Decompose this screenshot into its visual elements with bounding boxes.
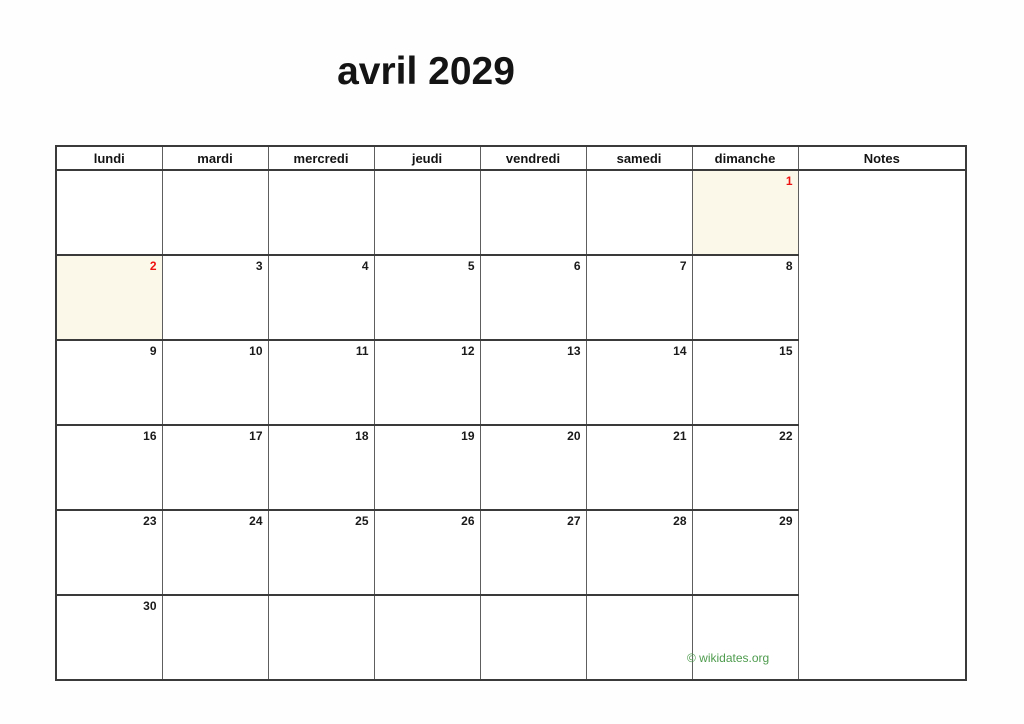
day-cell: 8 <box>692 255 798 340</box>
day-cell <box>480 595 586 680</box>
weekday-header-row <box>56 146 966 170</box>
weekday-header-lundi: lundi <box>56 146 162 170</box>
day-cell: 22 <box>692 425 798 510</box>
page-title: avril 2029 <box>337 50 515 93</box>
day-cell: 15 <box>692 340 798 425</box>
day-cell: 16 <box>56 425 162 510</box>
day-cell: 3 <box>162 255 268 340</box>
day-cell <box>586 595 692 680</box>
day-cell: 10 <box>162 340 268 425</box>
day-cell <box>374 595 480 680</box>
day-cell: 7 <box>586 255 692 340</box>
day-cell <box>268 595 374 680</box>
day-cell <box>56 170 162 255</box>
day-cell <box>162 170 268 255</box>
day-cell: 6 <box>480 255 586 340</box>
day-cell <box>162 595 268 680</box>
day-cell: 24 <box>162 510 268 595</box>
day-cell: 25 <box>268 510 374 595</box>
notes-header: Notes <box>798 146 966 170</box>
weekday-header-samedi: samedi <box>586 146 692 170</box>
day-cell <box>268 170 374 255</box>
day-cell: 27 <box>480 510 586 595</box>
weekday-header-jeudi: jeudi <box>374 146 480 170</box>
day-cell: 29 <box>692 510 798 595</box>
day-cell: 19 <box>374 425 480 510</box>
day-cell <box>374 170 480 255</box>
weekday-header-vendredi: vendredi <box>480 146 586 170</box>
day-cell <box>480 170 586 255</box>
day-cell-holiday: 2 <box>56 255 162 340</box>
day-cell: 17 <box>162 425 268 510</box>
day-cell: 14 <box>586 340 692 425</box>
day-cell: 11 <box>268 340 374 425</box>
day-cell: 4 <box>268 255 374 340</box>
day-cell: 21 <box>586 425 692 510</box>
day-cell <box>586 170 692 255</box>
day-cell: 5 <box>374 255 480 340</box>
weekday-header-mardi: mardi <box>162 146 268 170</box>
copyright-credit: © wikidates.org <box>687 651 770 665</box>
notes-area <box>798 170 966 680</box>
weekday-header-dimanche: dimanche <box>692 146 798 170</box>
day-cell: 20 <box>480 425 586 510</box>
day-cell: 12 <box>374 340 480 425</box>
day-cell: 30 <box>56 595 162 680</box>
weekday-header-mercredi: mercredi <box>268 146 374 170</box>
calendar-table <box>55 145 967 681</box>
day-cell <box>692 595 798 680</box>
day-cell-holiday: 1 <box>692 170 798 255</box>
week-row-1 <box>56 170 966 255</box>
day-cell: 9 <box>56 340 162 425</box>
day-cell: 26 <box>374 510 480 595</box>
day-cell: 28 <box>586 510 692 595</box>
day-cell: 23 <box>56 510 162 595</box>
day-cell: 18 <box>268 425 374 510</box>
day-cell: 13 <box>480 340 586 425</box>
